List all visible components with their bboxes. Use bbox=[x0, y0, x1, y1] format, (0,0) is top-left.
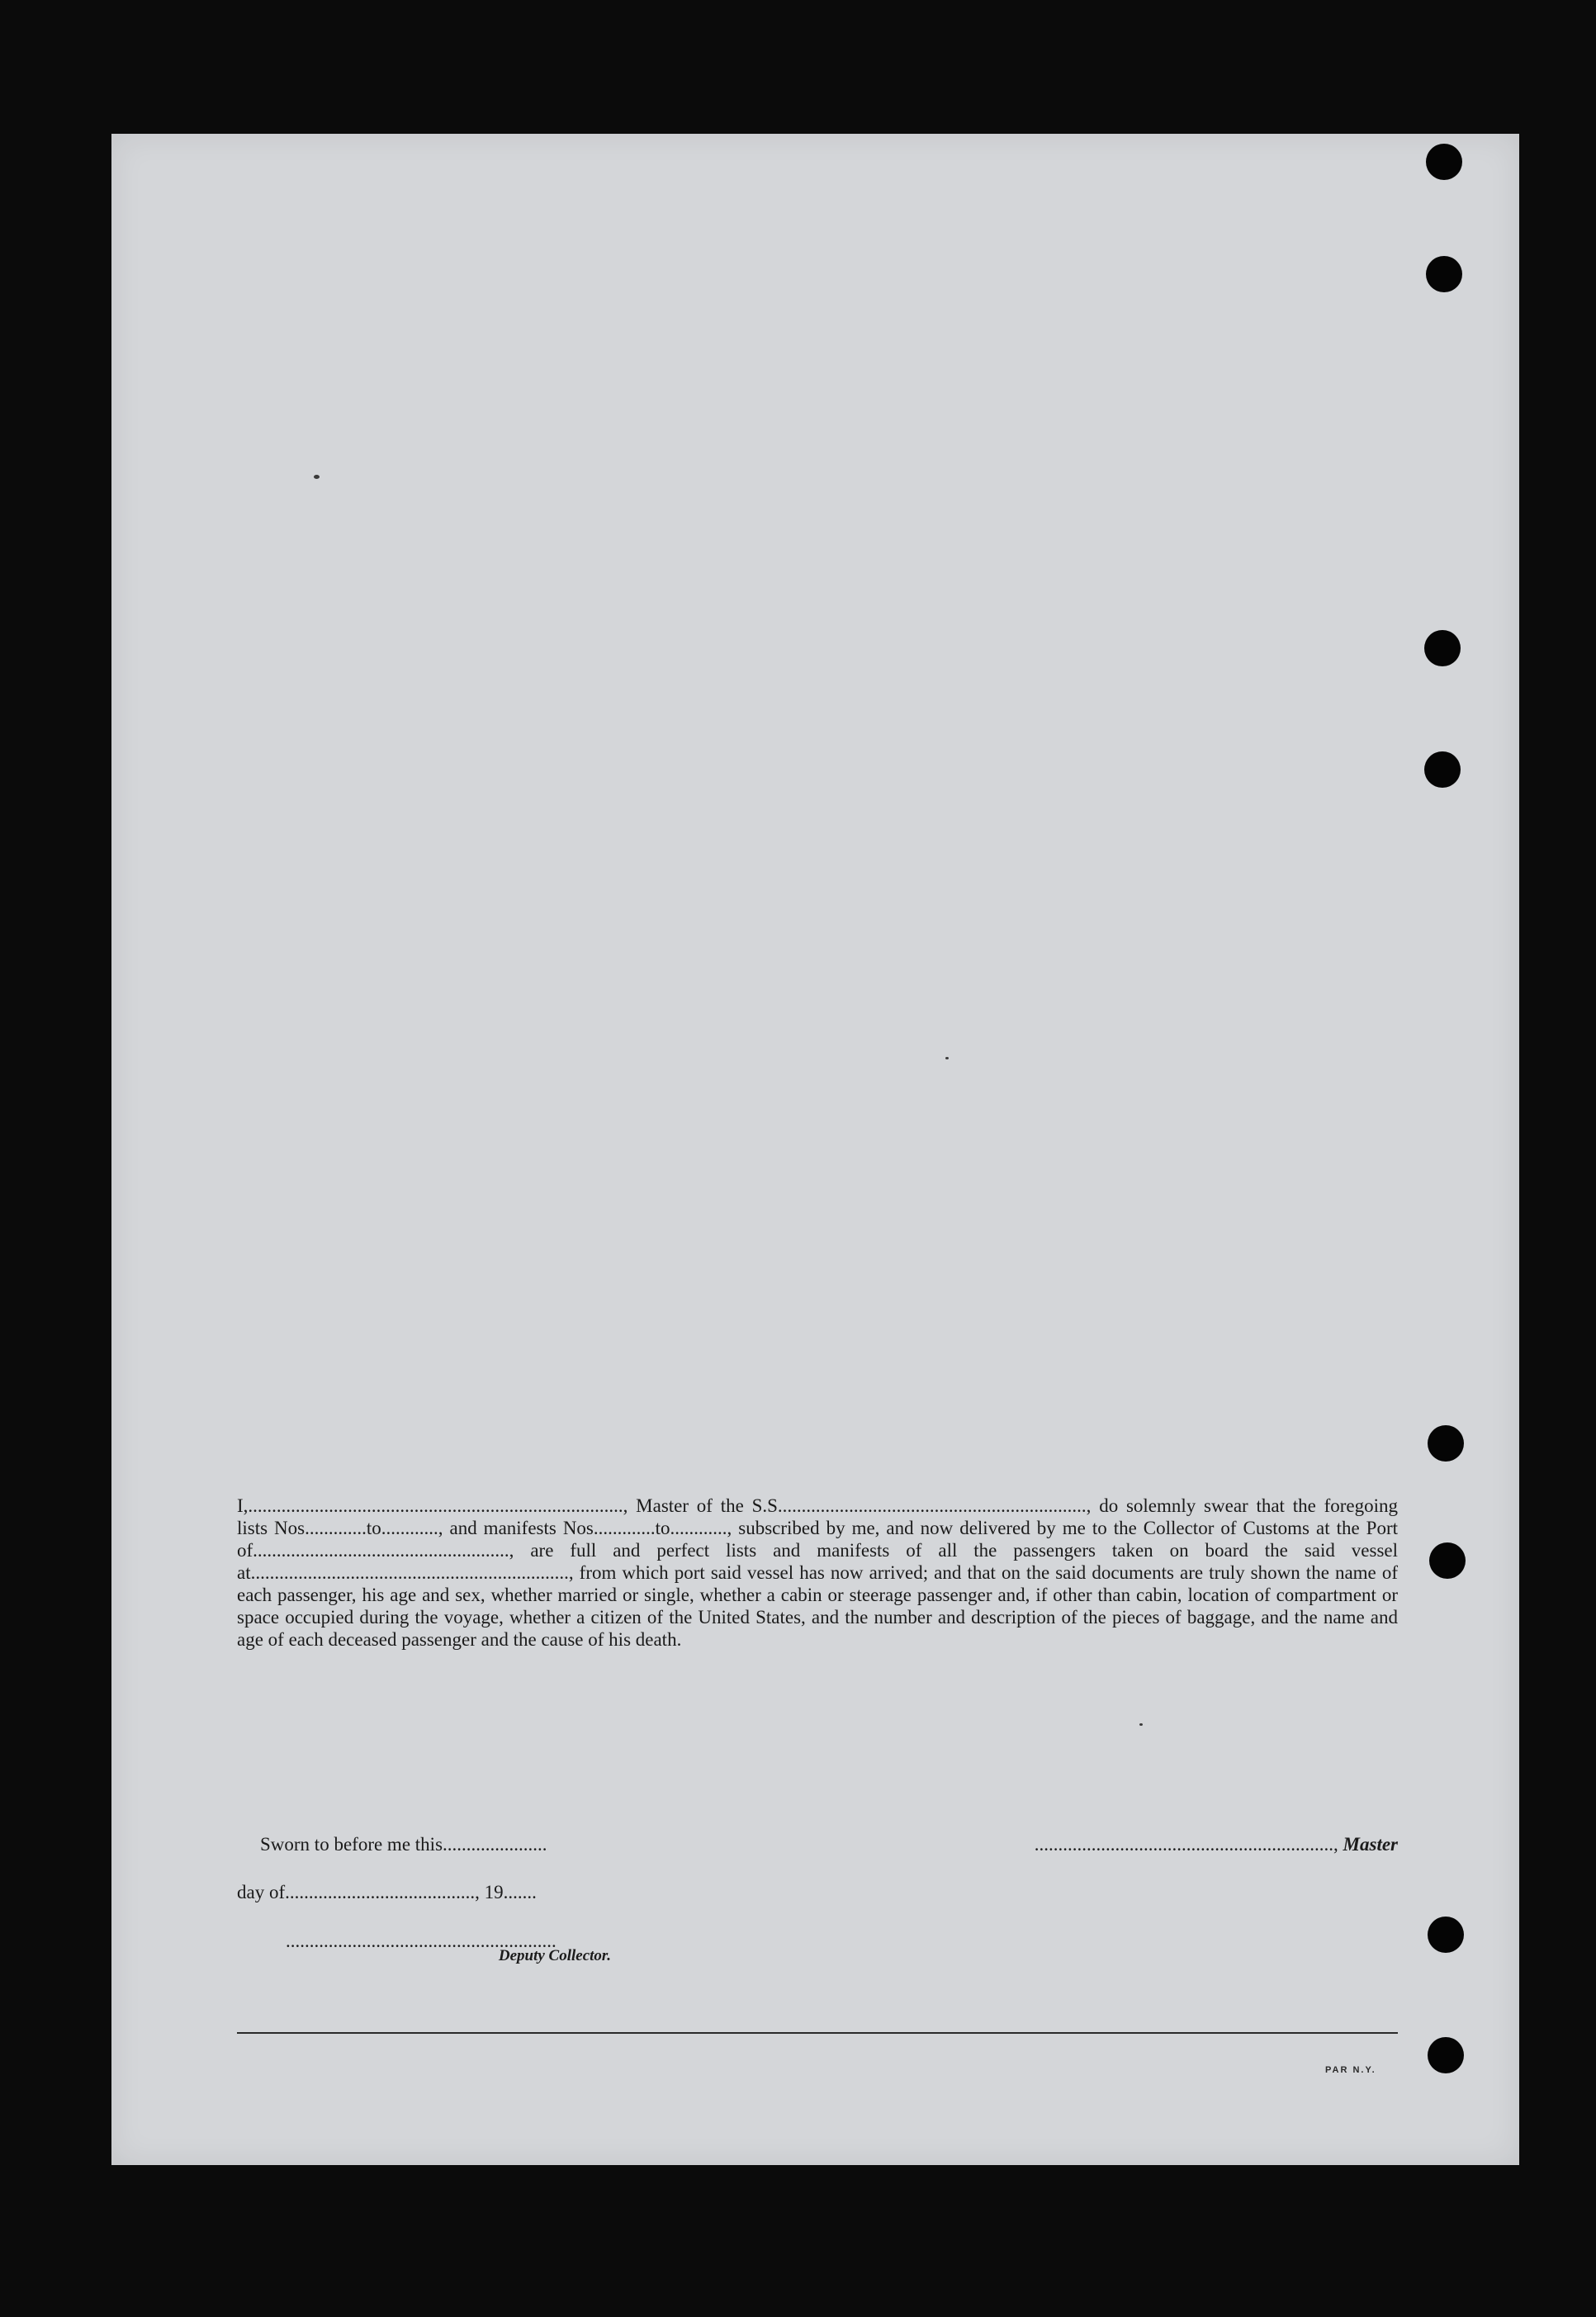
sworn-statement: Sworn to before me this...................... bbox=[260, 1834, 547, 1855]
ink-speck bbox=[314, 475, 320, 479]
printer-mark: PAR N.Y. bbox=[1325, 2065, 1376, 2075]
master-signature-line: ..............................................................., bbox=[1034, 1834, 1338, 1855]
ink-speck bbox=[1139, 1723, 1143, 1726]
ink-speck bbox=[945, 1057, 949, 1059]
punch-hole bbox=[1426, 256, 1462, 292]
punch-hole bbox=[1424, 630, 1461, 666]
form-sheet bbox=[111, 134, 1519, 2165]
master-label: Master bbox=[1343, 1834, 1398, 1855]
horizontal-rule bbox=[237, 2032, 1398, 2034]
punch-hole bbox=[1428, 1917, 1464, 1953]
punch-hole bbox=[1428, 2037, 1464, 2073]
deputy-signature-line: ......................................................... bbox=[286, 1931, 556, 1951]
oath-paragraph: I,..............................................................................., Master of the S.S................................................................., do solemnly swear that the foregoing lists Nos.............to............, and manifests Nos.............to............, subscribed by me, and now delivered by me to the Collector of Customs at the Port of......................................................, are full and perfect lists and manifests of all the passengers taken on board the said vessel at..................................................................., from which port said vessel has now arrived; and that on the said documents are truly shown the name of each passenger, his age and sex, whether married or single, whether a cabin or steerage passenger and, if other than cabin, location of compartment or space occupied during the voyage, whether a citizen of the United States, and the number and description of the pieces of baggage, and the name and age of each deceased passenger and the cause of his death. bbox=[237, 1495, 1398, 1650]
punch-hole bbox=[1429, 1542, 1466, 1579]
punch-hole bbox=[1426, 144, 1462, 180]
day-of-line: day of........................................, 19....... bbox=[237, 1882, 537, 1902]
punch-hole bbox=[1428, 1425, 1464, 1462]
master-signature bbox=[928, 1834, 1398, 1855]
deputy-collector-label: Deputy Collector. bbox=[498, 1947, 611, 1964]
punch-hole bbox=[1424, 751, 1461, 788]
